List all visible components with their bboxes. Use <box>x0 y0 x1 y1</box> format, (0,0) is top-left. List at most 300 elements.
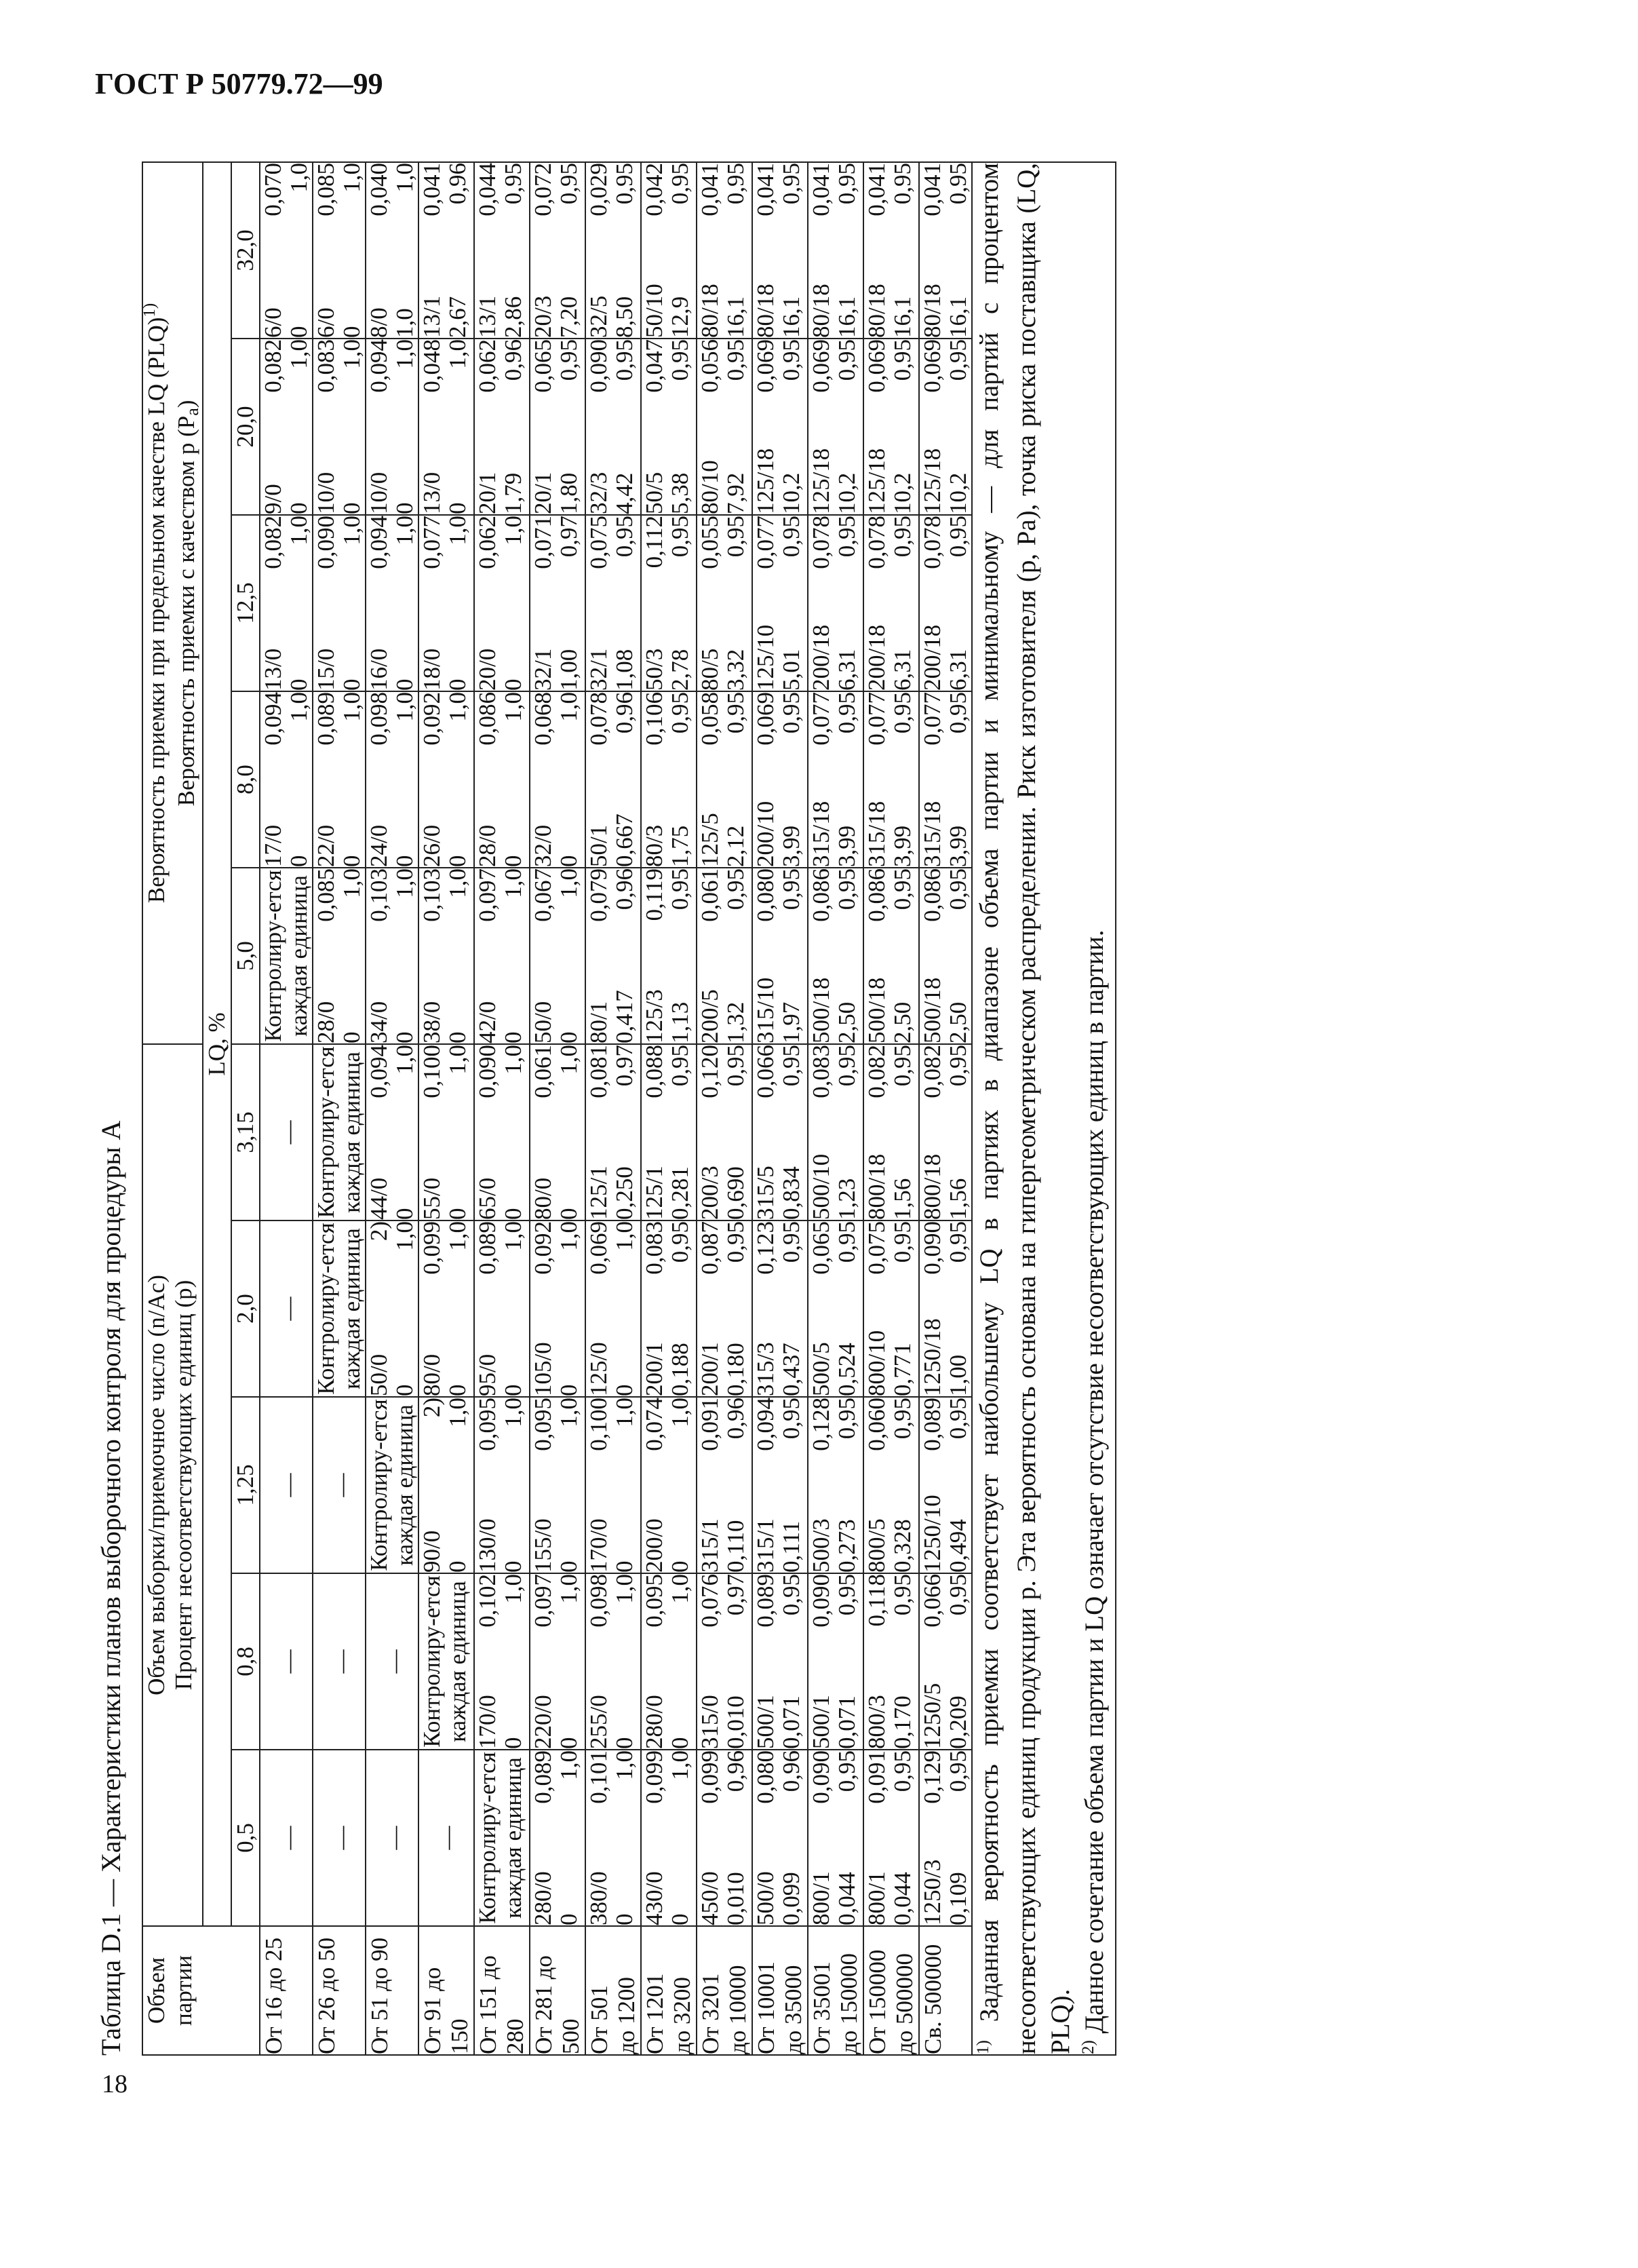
document-code: ГОСТ Р 50779.72—99 <box>95 67 383 100</box>
plan-cell <box>585 1397 641 1573</box>
plan-values <box>920 1750 971 1925</box>
sample-size-acceptance: 26/0 <box>418 824 445 867</box>
probability-pa: 0,95 <box>667 1221 693 1263</box>
plan-values <box>419 868 471 1043</box>
sample-size-acceptance: 800/18 <box>919 1153 945 1220</box>
percent-nonconforming: 2,50 <box>889 1001 916 1043</box>
percent-nonconforming: 1,56 <box>889 1178 916 1220</box>
probability-pa: 0,95 <box>667 162 693 205</box>
plan-cell <box>919 691 972 868</box>
probability-pa: 1,0 <box>667 1750 693 1780</box>
percent-nonconforming: 0 <box>444 678 471 691</box>
probability-lq: 0,128 <box>808 1398 834 1451</box>
sample-size-acceptance: 55/0 <box>418 1177 445 1220</box>
probability-pa: 1,0 <box>555 1750 582 1780</box>
plan-values <box>419 339 471 514</box>
plan-cell <box>366 868 418 1044</box>
plan-values <box>753 339 804 514</box>
group1-line2: Процент несоответствующих единиц (p) <box>170 1280 197 1691</box>
column-group-sample-size <box>142 1044 203 1926</box>
plan-values <box>864 868 916 1043</box>
sample-size-acceptance: 80/1 <box>585 1001 612 1043</box>
plan-cell <box>752 515 808 691</box>
probability-lq: 0,061 <box>697 868 723 922</box>
table-row <box>313 162 366 2055</box>
table-row <box>366 162 418 2055</box>
plan-cell <box>366 691 418 868</box>
empty-dash: — <box>434 1826 461 1850</box>
plan-cell <box>585 691 641 868</box>
probability-pa: 0,96 <box>722 1398 749 1440</box>
percent-nonconforming: 0,209 <box>945 1695 971 1749</box>
probability-pa: 0,96 <box>611 691 638 734</box>
sample-size-acceptance: 1250/18 <box>919 1318 945 1396</box>
sample-size-acceptance: 500/18 <box>919 977 945 1043</box>
probability-pa: 0,95 <box>945 868 971 910</box>
plan-values <box>642 339 693 514</box>
percent-nonconforming: 0 <box>338 855 365 867</box>
percent-nonconforming: 0,188 <box>667 1343 693 1396</box>
lot-volume-cell <box>418 1926 474 2055</box>
percent-nonconforming: 2,50 <box>834 1001 860 1043</box>
percent-nonconforming: 10,2 <box>834 472 860 514</box>
percent-nonconforming: 0,417 <box>611 990 638 1043</box>
percent-nonconforming: 0 <box>338 502 365 514</box>
plan-cell <box>418 339 474 515</box>
sample-size-acceptance: 280/0 <box>641 1695 667 1749</box>
percent-nonconforming: 0 <box>611 1913 638 1925</box>
probability-pa: 1,0 <box>500 1398 526 1427</box>
probability-pa: 0,95 <box>611 162 638 205</box>
sample-size-acceptance: 50/1 <box>585 824 612 867</box>
probability-lq: 0,042 <box>641 162 667 216</box>
table-row <box>585 162 641 2055</box>
lq-value-header: 0,5 <box>231 1750 260 1926</box>
plan-values <box>864 1398 916 1573</box>
plan-cell <box>863 162 919 339</box>
sample-size-acceptance: 95/0 <box>474 1353 501 1396</box>
plan-values <box>419 1045 471 1220</box>
probability-pa: 0,96 <box>444 162 471 205</box>
plan-cell <box>530 868 585 1044</box>
sample-size-acceptance: 500/18 <box>863 977 890 1043</box>
plan-cell <box>752 339 808 515</box>
plan-values <box>864 1045 916 1220</box>
plan-values <box>419 163 471 338</box>
percent-nonconforming: 8,50 <box>611 296 638 338</box>
lq-value-header: 0,8 <box>231 1573 260 1750</box>
probability-pa: 0,95 <box>834 1398 860 1440</box>
plan-values <box>697 868 749 1043</box>
sample-size-acceptance: 16/0 <box>366 648 392 691</box>
probability-pa: 0,95 <box>834 1221 860 1263</box>
sampling-plans-table <box>142 161 1116 2056</box>
plan-cell <box>474 515 530 691</box>
lq-value-header: 1,25 <box>231 1397 260 1573</box>
plan-values <box>530 1221 582 1396</box>
sample-size-acceptance: 125/1 <box>585 1166 612 1220</box>
plan-cell <box>313 339 366 515</box>
plan-cell <box>260 515 313 691</box>
lot-volume-line: От 151 до 280 <box>475 1955 528 2054</box>
probability-pa: 1,0 <box>500 1574 526 1604</box>
probability-pa: 0,95 <box>722 691 749 734</box>
plan-cell <box>313 1750 366 1926</box>
probability-pa: 1,0 <box>555 1574 582 1604</box>
plan-cell <box>530 1573 585 1750</box>
probability-lq: 0,069 <box>752 691 779 746</box>
plan-cell <box>919 515 972 691</box>
plan-values <box>642 163 693 338</box>
percent-nonconforming: 1,32 <box>722 1001 749 1043</box>
probability-pa: 0,95 <box>722 162 749 205</box>
lot-volume-cell <box>697 1926 752 2055</box>
plan-values <box>753 692 804 867</box>
plan-values <box>475 339 526 514</box>
lot-volume-cell <box>752 1926 808 2055</box>
sample-size-acceptance: 380/0 <box>585 1871 612 1925</box>
plan-cell <box>530 1397 585 1573</box>
probability-pa: 0,97 <box>555 515 582 558</box>
probability-lq: 0,098 <box>366 691 392 746</box>
probability-pa: 0,95 <box>778 1221 804 1263</box>
plan-values <box>586 339 638 514</box>
sample-size-acceptance: 90/0 <box>418 1530 445 1573</box>
percent-nonconforming: 0,281 <box>667 1166 693 1220</box>
percent-nonconforming: 2,78 <box>667 649 693 691</box>
plan-cell <box>919 1750 972 1926</box>
probability-lq: 0,078 <box>863 515 890 569</box>
sample-size-acceptance: 105/0 <box>530 1342 556 1396</box>
sample-size-acceptance: 13/1 <box>474 295 501 338</box>
probability-lq: 0,041 <box>418 162 445 216</box>
probability-pa: 0,95 <box>778 868 804 910</box>
plan-values <box>753 1045 804 1220</box>
probability-pa: 0,95 <box>945 339 971 381</box>
percent-nonconforming: 7,92 <box>722 472 749 514</box>
sample-size-acceptance: 500/10 <box>808 1153 834 1220</box>
plan-values <box>920 516 971 691</box>
percent-nonconforming: 0 <box>500 1208 526 1220</box>
sample-size-acceptance: 130/0 <box>474 1518 501 1573</box>
footnote-2: $^{2)}$ Данное сочетание объема партии и LQ означает отсутствие несоответствующих единиц в партии. <box>1079 929 1109 2054</box>
probability-lq: 0,090 <box>313 515 339 569</box>
probability-lq: 0,086 <box>474 691 501 746</box>
percent-nonconforming: 10,2 <box>889 472 916 514</box>
probability-lq: 0,094 <box>366 1044 392 1098</box>
plan-cell <box>752 1221 808 1397</box>
sample-size-acceptance: 500/5 <box>808 1342 834 1396</box>
probability-lq: 0,090 <box>808 1750 834 1804</box>
percent-nonconforming: 16,1 <box>889 296 916 338</box>
probability-lq: 0,078 <box>919 515 945 569</box>
plan-values <box>530 868 582 1043</box>
probability-lq: 0,061 <box>530 1044 556 1098</box>
sample-size-acceptance: 200/18 <box>863 624 890 691</box>
percent-nonconforming: 0 <box>611 1384 638 1396</box>
probability-lq: 0,106 <box>641 691 667 746</box>
plan-values <box>920 1574 971 1749</box>
sample-size-acceptance: 80/10 <box>697 460 723 514</box>
percent-nonconforming: 0 <box>500 1384 526 1396</box>
probability-pa: 0,95 <box>778 1574 804 1616</box>
probability-pa: 0,95 <box>500 162 526 205</box>
plan-values <box>313 868 365 1043</box>
lot-volume-line: От 10001 <box>753 1961 779 2054</box>
plan-cell <box>366 162 418 339</box>
probability-pa: 0,95 <box>778 1398 804 1440</box>
probability-lq: 0,091 <box>863 1750 890 1804</box>
plan-values <box>920 339 971 514</box>
plan-cell <box>418 1221 474 1397</box>
plan-values <box>475 163 526 338</box>
probability-lq: 0,091 <box>697 1398 723 1451</box>
lot-volume-line: От 91 до 150 <box>419 1967 473 2054</box>
probability-lq: 0,082 <box>863 1044 890 1098</box>
sample-size-acceptance: 200/5 <box>697 989 723 1043</box>
probability-pa: 1,0 <box>611 1221 638 1251</box>
plan-cell <box>474 1750 530 1926</box>
lq-value-header: 12,5 <box>231 515 260 691</box>
probability-lq: 0,090 <box>919 1221 945 1275</box>
plan-cell <box>313 868 366 1044</box>
plan-values <box>808 163 860 338</box>
plan-cell <box>313 162 366 339</box>
plan-values <box>586 163 638 338</box>
percent-nonconforming: 2,12 <box>722 825 749 867</box>
percent-nonconforming: 0 <box>444 1208 471 1220</box>
probability-pa: 0,95 <box>889 1750 916 1792</box>
probability-pa: 0,95 <box>945 1398 971 1440</box>
sample-size-acceptance: 13/0 <box>418 472 445 514</box>
lq-value-header: 2,0 <box>231 1221 260 1397</box>
sample-size-acceptance: 22/0 <box>313 824 339 867</box>
plan-cell <box>752 1573 808 1750</box>
plan-values <box>697 692 749 867</box>
plan-values <box>864 692 916 867</box>
table-row <box>919 162 972 2055</box>
probability-lq: 0,097 <box>530 1574 556 1628</box>
plan-cell <box>808 1397 863 1573</box>
percent-nonconforming: 0 <box>338 1031 365 1043</box>
percent-nonconforming: 0 <box>391 1384 418 1396</box>
plan-values <box>697 339 749 514</box>
plan-values <box>475 1221 526 1396</box>
probability-pa: 0,95 <box>778 1044 804 1087</box>
sample-size-acceptance: 125/3 <box>641 989 667 1043</box>
plan-cell <box>366 1221 418 1397</box>
plan-values <box>808 516 860 691</box>
percent-nonconforming: 0,010 <box>722 1695 749 1749</box>
plan-cell <box>418 1397 474 1573</box>
sample-size-acceptance: 80/18 <box>863 284 890 338</box>
lq-value-header: 8,0 <box>231 691 260 868</box>
probability-pa: 0,95 <box>834 1044 860 1087</box>
lot-volume-line: От 1201 <box>642 1973 668 2054</box>
plan-values <box>313 163 365 338</box>
percent-nonconforming: 16,1 <box>778 296 804 338</box>
sample-size-acceptance: 500/18 <box>808 977 834 1043</box>
empty-dash: — <box>328 1826 355 1850</box>
plan-values <box>419 1221 471 1396</box>
probability-lq: 0,041 <box>697 162 723 216</box>
lot-volume-line: до 150000 <box>836 1953 862 2054</box>
empty-dash: — <box>328 1649 355 1674</box>
plan-cell <box>863 1750 919 1926</box>
plan-values <box>697 1398 749 1573</box>
probability-lq: 0,069 <box>808 339 834 393</box>
probability-pa: 0,95 <box>889 1221 916 1263</box>
sample-size-acceptance: 50/0 <box>530 1001 556 1043</box>
plan-values <box>475 692 526 867</box>
percent-nonconforming: 2,50 <box>945 1001 971 1043</box>
probability-lq: 0,129 <box>919 1750 945 1804</box>
probability-lq: 0,094 <box>752 1398 779 1451</box>
sample-size-acceptance: 315/18 <box>919 801 945 867</box>
sample-size-acceptance: 500/0 <box>752 1871 779 1925</box>
probability-pa: 1,0 <box>500 1044 526 1075</box>
plan-cell <box>641 1221 697 1397</box>
sample-size-acceptance: 315/5 <box>752 1166 779 1220</box>
percent-nonconforming: 0 <box>555 1560 582 1573</box>
plan-values <box>419 692 471 867</box>
probability-pa: 1,0 <box>555 1044 582 1075</box>
probability-lq: 0,069 <box>863 339 890 393</box>
probability-lq: 0,077 <box>919 691 945 746</box>
probability-lq: 2) <box>418 1398 445 1418</box>
probability-lq: 0,069 <box>919 339 945 393</box>
probability-pa: 1,0 <box>444 1221 471 1251</box>
probability-lq: 0,029 <box>585 162 612 216</box>
plan-cell <box>641 339 697 515</box>
sample-size-acceptance: 20/1 <box>474 472 501 514</box>
sample-size-acceptance: 500/1 <box>752 1695 779 1749</box>
sample-size-acceptance: 125/18 <box>808 448 834 514</box>
probability-pa: 0,95 <box>889 339 916 381</box>
probability-pa: 0,95 <box>834 1574 860 1616</box>
plan-cell <box>260 691 313 868</box>
sample-size-acceptance: 125/5 <box>697 813 723 867</box>
probability-pa: 0,95 <box>889 1044 916 1087</box>
lot-volume-cell <box>366 1926 418 2055</box>
lot-volume-line: От 281 до 500 <box>530 1955 584 2054</box>
probability-lq: 0,089 <box>919 1398 945 1451</box>
probability-pa: 0,95 <box>778 691 804 734</box>
empty-dash: — <box>275 1826 302 1850</box>
probability-lq: 0,074 <box>641 1398 667 1451</box>
probability-pa: 0,95 <box>834 162 860 205</box>
percent-nonconforming: 0,494 <box>945 1519 971 1573</box>
sample-size-acceptance: 80/18 <box>752 284 779 338</box>
sample-size-acceptance: 500/1 <box>808 1695 834 1749</box>
probability-lq: 0,065 <box>808 1221 834 1275</box>
plan-cell <box>808 868 863 1044</box>
sample-size-acceptance: 800/1 <box>863 1871 890 1925</box>
page-number: 18 <box>102 2070 128 2098</box>
probability-lq: 0,069 <box>585 1221 612 1275</box>
lot-volume-cell <box>260 1926 313 2055</box>
full-inspection-note: Контролиру-ется каждая единица <box>313 1046 365 1218</box>
percent-nonconforming: 3,99 <box>945 825 971 867</box>
plan-cell <box>919 162 972 339</box>
plan-cell <box>641 515 697 691</box>
percent-nonconforming: 0 <box>444 1031 471 1043</box>
probability-pa: 1,0 <box>500 515 526 545</box>
sample-size-acceptance: 20/0 <box>474 648 501 691</box>
plan-cell <box>697 339 752 515</box>
sample-size-acceptance: 315/0 <box>697 1695 723 1749</box>
sample-size-acceptance: 32/5 <box>585 295 612 338</box>
probability-pa: 1,0 <box>444 1044 471 1075</box>
probability-lq: 0,090 <box>474 1044 501 1098</box>
probability-lq: 0,078 <box>808 515 834 569</box>
probability-lq: 0,058 <box>697 691 723 746</box>
plan-cell <box>863 868 919 1044</box>
plan-cell <box>474 868 530 1044</box>
percent-nonconforming: 10,2 <box>945 472 971 514</box>
plan-cell <box>313 691 366 868</box>
percent-nonconforming: 0,771 <box>889 1343 916 1396</box>
percent-nonconforming: 3,99 <box>889 825 916 867</box>
plan-values <box>530 1045 582 1220</box>
table-row <box>418 162 474 2055</box>
probability-lq: 0,083 <box>313 339 339 393</box>
probability-lq: 0,095 <box>474 1398 501 1451</box>
probability-lq: 0,040 <box>366 162 392 216</box>
plan-cell <box>863 1221 919 1397</box>
probability-lq: 0,062 <box>474 515 501 569</box>
plan-values <box>753 516 804 691</box>
probability-pa: 1,0 <box>500 868 526 898</box>
percent-nonconforming: 0,667 <box>611 813 638 867</box>
percent-nonconforming: 5,38 <box>667 472 693 514</box>
sample-size-acceptance: 10/0 <box>366 472 392 514</box>
sample-size-acceptance: 315/18 <box>808 801 834 867</box>
sample-size-acceptance: 80/3 <box>641 824 667 867</box>
probability-lq: 0,083 <box>641 1221 667 1275</box>
plan-cell <box>863 1044 919 1221</box>
plan-cell <box>260 1750 313 1926</box>
sample-size-acceptance: 18/0 <box>418 648 445 691</box>
plan-cell <box>863 1397 919 1573</box>
probability-pa: 0,95 <box>889 691 916 734</box>
plan-values <box>808 1750 860 1925</box>
plan-cell <box>641 1044 697 1221</box>
probability-pa: 1,0 <box>338 339 365 369</box>
probability-lq: 0,048 <box>418 339 445 393</box>
plan-cell <box>752 1397 808 1573</box>
sample-size-acceptance: 170/0 <box>585 1518 612 1573</box>
plan-values <box>642 1574 693 1749</box>
percent-nonconforming: 0,328 <box>889 1519 916 1573</box>
plan-cell <box>313 1044 366 1221</box>
plan-values <box>642 516 693 691</box>
plan-values <box>366 1045 418 1220</box>
probability-pa: 1,0 <box>391 1221 418 1251</box>
plan-cell <box>752 1750 808 1926</box>
probability-pa: 0,95 <box>889 515 916 558</box>
sample-size-acceptance: 80/0 <box>530 1177 556 1220</box>
plan-cell <box>697 1221 752 1397</box>
probability-lq: 0,087 <box>697 1221 723 1275</box>
probability-pa: 1,0 <box>555 868 582 898</box>
percent-nonconforming: 0,273 <box>834 1519 860 1573</box>
percent-nonconforming: 1,75 <box>667 825 693 867</box>
table-notes <box>972 162 1116 2055</box>
sample-size-acceptance: 13/0 <box>260 648 286 691</box>
percent-nonconforming: 0,099 <box>778 1872 804 1925</box>
probability-lq: 0,092 <box>418 691 445 746</box>
